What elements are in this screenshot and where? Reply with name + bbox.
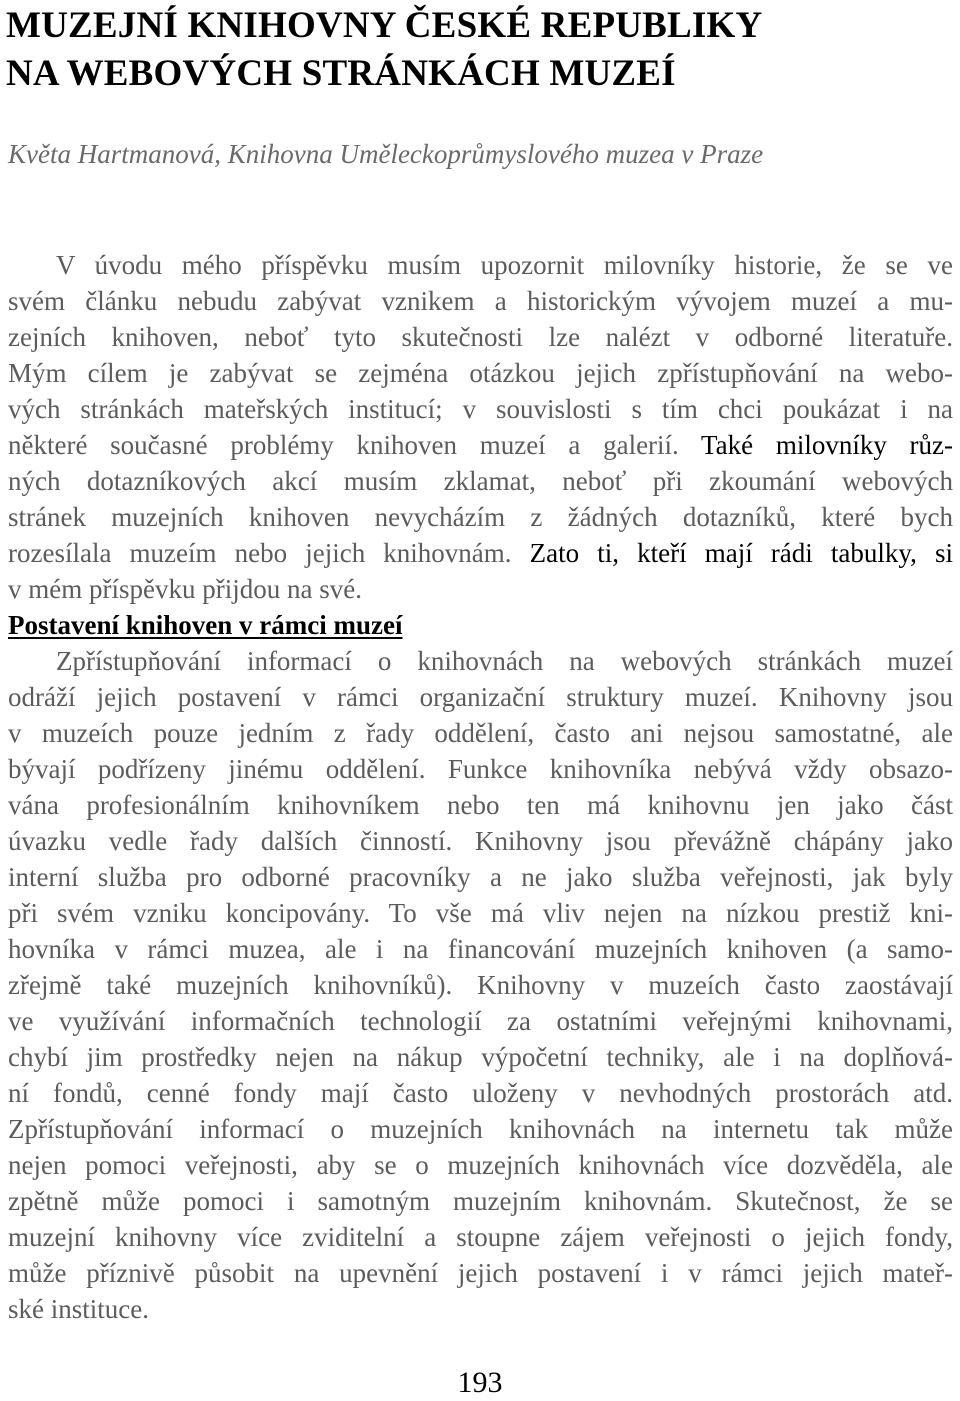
text-line: vých stránkách mateřských institucí; v souvislosti s tím chci poukázat i na <box>8 394 953 424</box>
text-line-mixed <box>8 427 953 463</box>
text-fragment: Také milovníky růz- <box>701 430 953 460</box>
text-line: chybí jim prostředky nejen na nákup výpočetní techniky, ale i na doplňová- <box>8 1042 953 1072</box>
text-fragment: některé současné problémy knihoven muzeí a galerií. <box>8 430 679 460</box>
text-line: vána profesionálním knihovníkem nebo ten má knihovnu jen jako část <box>8 790 953 820</box>
text-line: interní služba pro odborné pracovníky a ne jako služba veřejnosti, jak byly <box>8 862 953 892</box>
text-line: zřejmě také muzejních knihovníků). Knihovny v muzeích často zaostávají <box>8 970 953 1000</box>
text-line: Zpřístupňování informací o knihovnách na webových stránkách muzeí <box>56 646 953 676</box>
text-fragment: rozesílala muzeím nebo jejich knihovnám. <box>8 538 512 568</box>
text-line: při svém vzniku koncipovány. To vše má vliv nejen na nízkou prestiž kni- <box>8 898 953 928</box>
text-line: ské instituce. <box>8 1294 149 1324</box>
text-line: V úvodu mého příspěvku musím upozornit milovníky historie, že se ve <box>56 250 953 280</box>
text-line: svém článku nebudu zabývat vznikem a historickým vývojem muzeí a mu- <box>8 286 953 316</box>
text-line: nejen pomoci veřejnosti, aby se o muzejních knihovnách více dozvěděla, ale <box>8 1150 953 1180</box>
section-heading: Postavení knihoven v rámci muzeí <box>8 610 403 640</box>
text-line: ných dotazníkových akcí musím zklamat, neboť při zkoumání webových <box>8 466 953 496</box>
text-line-mixed <box>8 535 953 571</box>
text-fragment: Zato ti, kteří mají rádi tabulky, si <box>529 538 954 568</box>
text-line: v mém příspěvku přijdou na své. <box>8 574 362 604</box>
text-line: Zpřístupňování informací o muzejních knihovnách na internetu tak může <box>8 1114 953 1144</box>
text-line: stránek muzejních knihoven nevycházím z žádných dotazníků, které bych <box>8 502 953 532</box>
article-title-line-2: NA WEBOVÝCH STRÁNKÁCH MUZEÍ <box>6 53 676 94</box>
text-line: Mým cílem je zabývat se zejména otázkou jejich zpřístupňování na webo- <box>8 358 953 388</box>
page-number: 193 <box>457 1366 503 1399</box>
article-title <box>6 2 946 98</box>
article-title-line-1: MUZEJNÍ KNIHOVNY ČESKÉ REPUBLIKY <box>6 5 763 46</box>
text-line: úvazku vedle řady dalších činností. Knihovny jsou převážně chápány jako <box>8 826 953 856</box>
text-line: odráží jejich postavení v rámci organizační struktury muzeí. Knihovny jsou <box>8 682 953 712</box>
text-line: zpětně může pomoci i samotným muzejním knihovnám. Skutečnost, že se <box>8 1186 953 1216</box>
text-line: bývají podřízeny jinému oddělení. Funkce knihovníka nebývá vždy obsazo- <box>8 754 953 784</box>
intro-paragraph <box>8 247 953 1327</box>
text-line: muzejní knihovny více zviditelní a stoupne zájem veřejnosti o jejich fondy, <box>8 1222 953 1252</box>
text-line: v muzeích pouze jedním z řady oddělení, často ani nejsou samostatné, ale <box>8 718 953 748</box>
text-line: hovníka v rámci muzea, ale i na financování muzejních knihoven (a samo- <box>8 934 953 964</box>
text-line: ve využívání informačních technologií za ostatními veřejnými knihovnami, <box>8 1006 953 1036</box>
text-line: zejních knihoven, neboť tyto skutečnosti lze nalézt v odborné literatuře. <box>8 322 953 352</box>
text-line: může příznivě působit na upevnění jejich postavení i v rámci jejich mateř- <box>8 1258 953 1288</box>
author-line: Květa Hartmanová, Knihovna Uměleckoprůmyslového muzea v Praze <box>8 139 764 169</box>
text-line: ní fondů, cenné fondy mají často uloženy v nevhodných prostorách atd. <box>8 1078 953 1108</box>
